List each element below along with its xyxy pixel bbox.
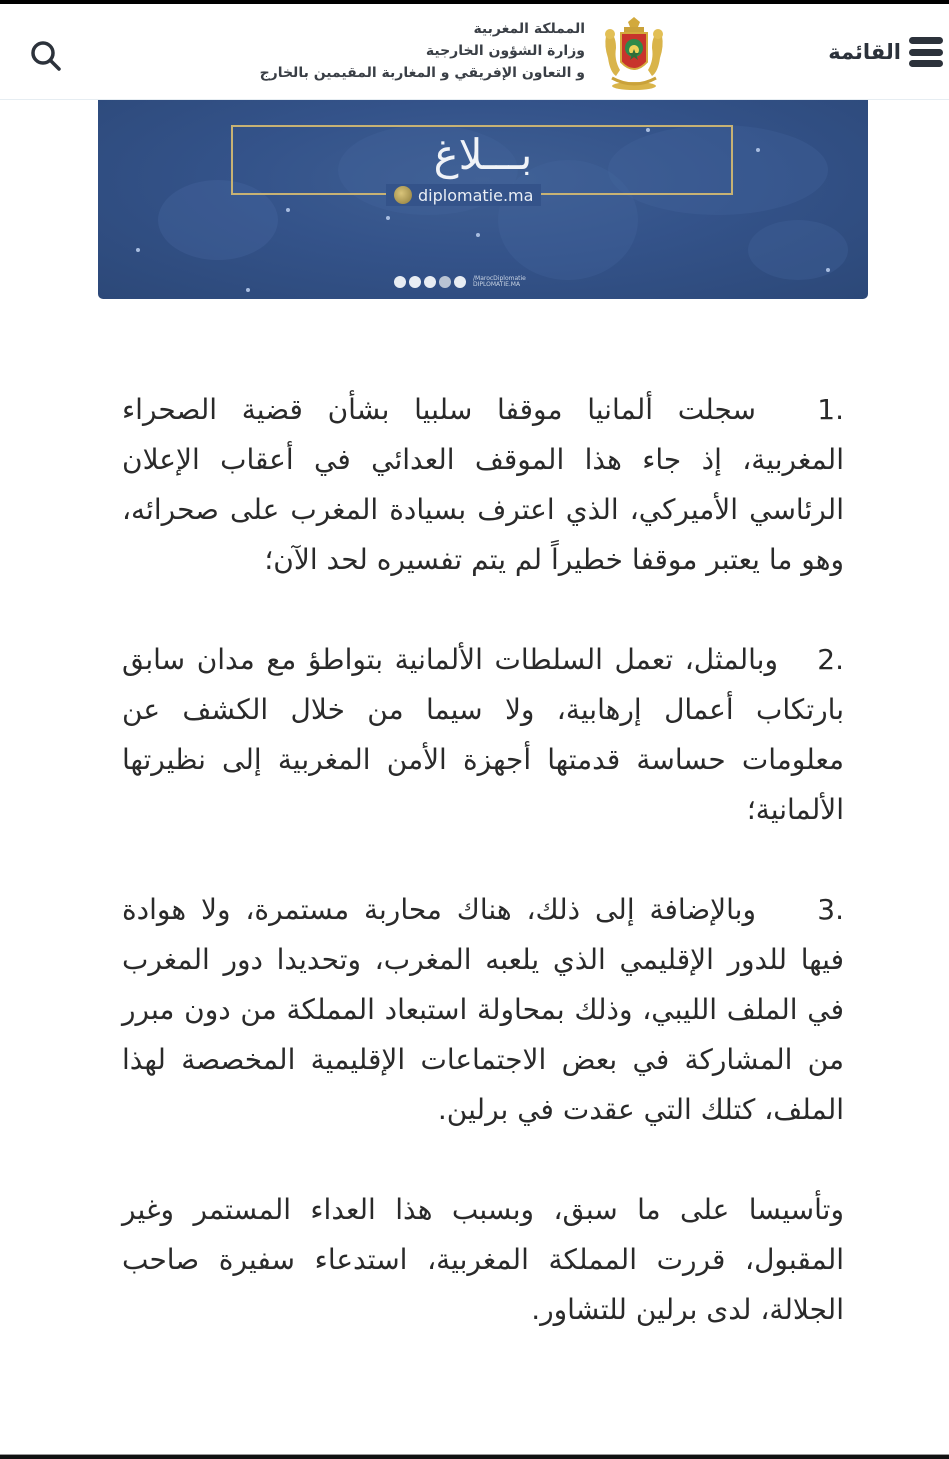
banner-title: بـــلاغ [433,130,533,179]
twitter-icon [409,276,421,288]
item-number: 2. [817,643,844,676]
article-body [122,385,844,1385]
linkedin-icon [454,276,466,288]
article-conclusion: وتأسيسا على ما سبق، وبسبب هذا العداء المستمر وغير المقبول، قررت المملكة المغربية، استدعاء سفيرة صاحب الجلالة، لدى برلين للتشاور. [122,1193,844,1326]
hamburger-icon [909,37,943,67]
menu-button[interactable] [828,32,943,72]
item-text: وبالمثل، تعمل السلطات الألمانية بتواطؤ مع مدان سابق بارتكاب أعمال إرهابية، ولا سيما من خلال الكشف عن معلومات حساسة قدمتها أجهزة الأمن المغربية إلى نظيرتها الألمانية؛ [122,643,844,826]
globe-icon [394,186,412,204]
article-item-1 [122,385,844,585]
menu-label: القائمة [828,40,901,64]
announcement-banner-image [98,100,868,299]
ministry-line-kingdom: المملكة المغربية [473,21,585,37]
social-handle: /MarocDiplomatie DIPLOMATIE.MA [473,275,526,288]
ministry-line-cooperation: و التعاون الإفريقي و المغاربة المقيمين بالخارج [259,65,585,81]
search-icon[interactable] [28,38,64,74]
item-text: وبالإضافة إلى ذلك، هناك محاربة مستمرة، ولا هوادة فيها للدور الإقليمي الذي يلعبه المغرب، وتحديدا دور المغرب في الملف الليبي، وذلك بمحاولة استبعاد المملكة من دون مبرر من المشاركة في بعض الاجتماعات الإقليمية المخصصة لهذا الملف، كتلك التي عقدت في برلين. [122,893,844,1126]
youtube-icon [424,276,436,288]
item-number: 3. [817,893,844,926]
item-number: 1. [817,393,844,426]
ministry-line-ministry: وزارة الشؤون الخارجية [425,43,585,59]
navigation-bar-edge [0,1454,949,1459]
article-item-3 [122,885,844,1135]
instagram-icon [439,276,451,288]
facebook-icon [394,276,406,288]
coat-of-arms-icon[interactable] [598,16,670,92]
banner-social-icons [394,276,526,288]
site-header [0,4,949,100]
banner-site-text: diplomatie.ma [418,185,534,205]
banner-site-label [386,184,541,206]
ministry-title [225,18,585,84]
item-text: سجلت ألمانيا موقفا سلبيا بشأن قضية الصحراء المغربية، إذ جاء هذا الموقف العدائي في أعقاب الإعلان الرئاسي الأميركي، الذي اعترف بسيادة المغرب على صحرائه، وهو ما يعتبر موقفا خطيراً لم يتم تفسيره لحد الآن؛ [122,393,844,576]
article-item-2 [122,635,844,835]
